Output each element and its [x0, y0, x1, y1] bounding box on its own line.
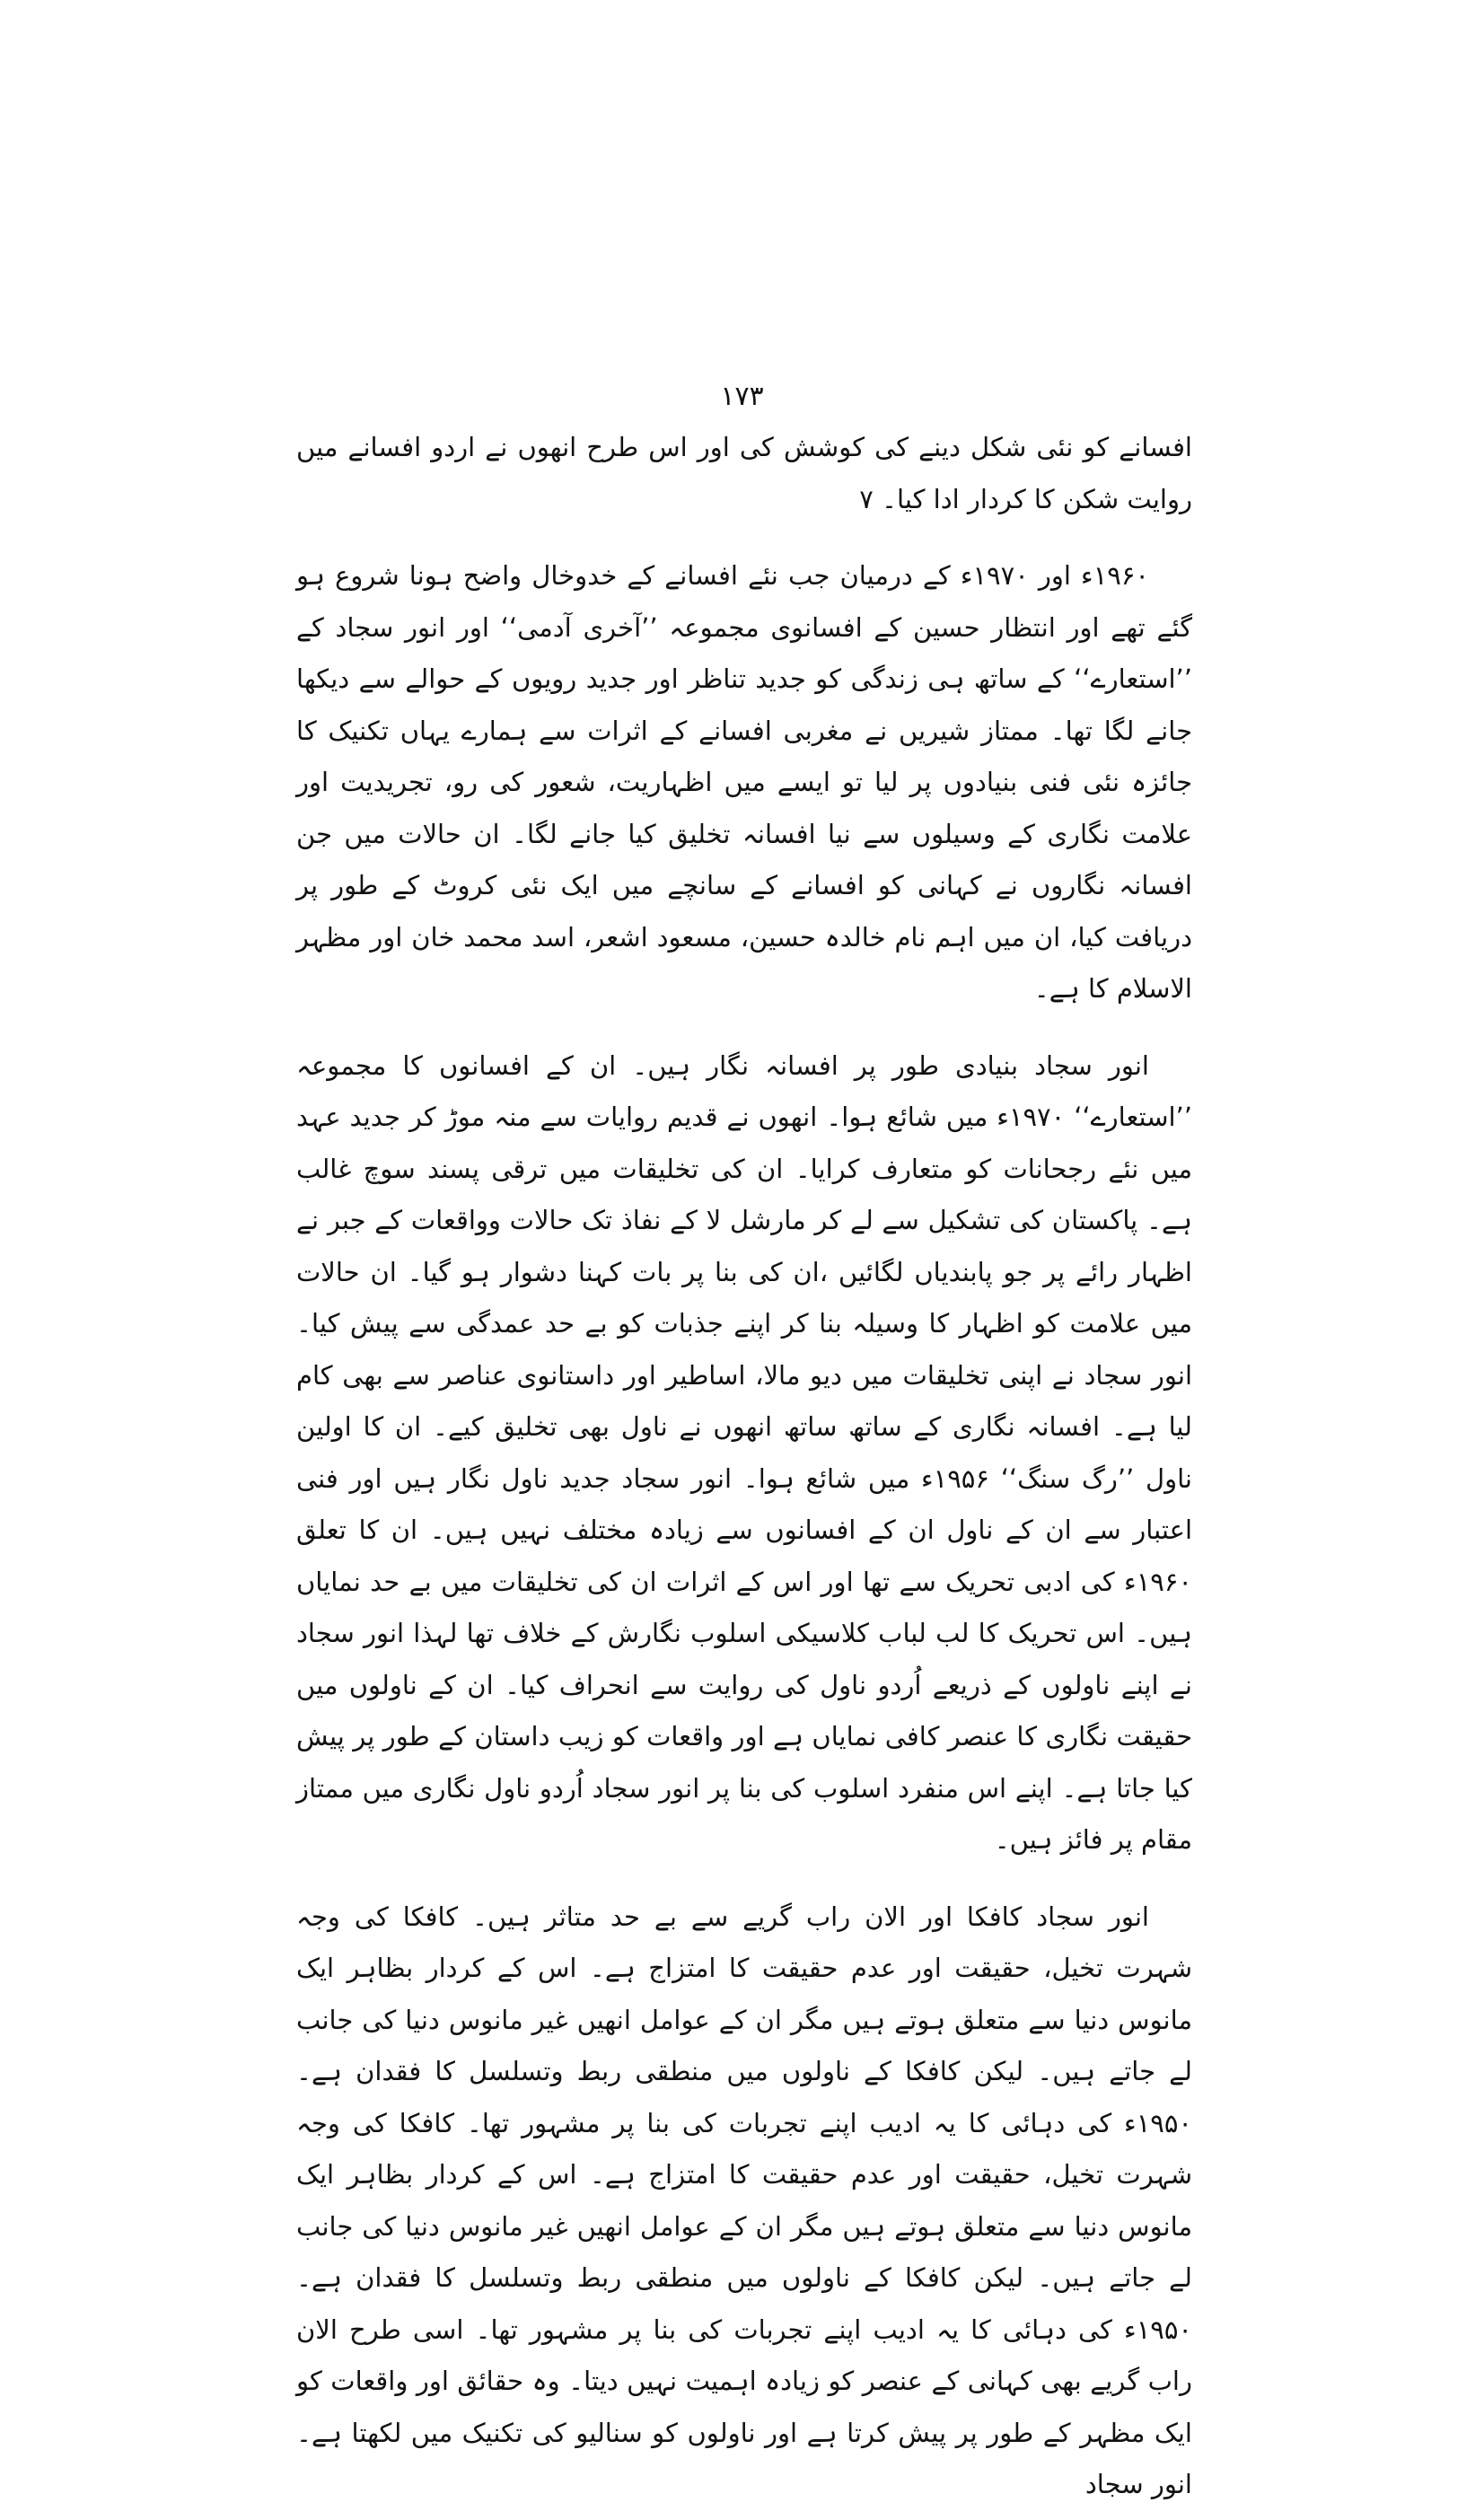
paragraph-anwar-sajjad: انور سجاد بنیادی طور پر افسانہ نگار ہیں۔ ان کے افسانوں کا مجموعہ ’’استعارے‘‘ ۱۹۷۰ء میں شائع ہوا۔ انھوں نے قدیم روایات سے منہ موڑ کر جدید عہد میں نئے رجحانات کو متعارف کرایا۔ ان کی تخلیقات میں ترقی پسند سوچ غالب ہے۔ پاکستان کی تشکیل سے لے کر مارشل لا کے نفاذ تک حالات وواقعات کے جبر نے اظہار رائے پر جو پابندیاں لگائیں ،ان کی بنا پر بات کہنا دشوار ہو گیا۔ ان حالات میں علامت کو اظہار کا وسیلہ بنا کر اپنے جذبات کو بے حد عمدگی سے پیش کیا۔ انور سجاد نے اپنی تخلیقات میں دیو مالا، اساطیر اور داستانوی عناصر سے بھی کام لیا ہے۔ افسانہ نگاری کے ساتھ ساتھ انھوں نے ناول بھی تخلیق کیے۔ ان کا اولین ناول ’’رگ سنگ‘‘ ۱۹۵۶ء میں شائع ہوا۔ انور سجاد جدید ناول نگار ہیں اور فنی اعتبار سے ان کے ناول ان کے افسانوں سے زیادہ مختلف نہیں ہیں۔ ان کا تعلق ۱۹۶۰ء کی ادبی تحریک سے تھا اور اس کے اثرات ان کی تخلیقات میں بے حد نمایاں ہیں۔ اس تحریک کا لب لباب کلاسیکی اسلوب نگارش کے خلاف تھا لہذا انور سجاد نے اپنے ناولوں کے ذریعے اُردو ناول کی روایت سے انحراف کیا۔ ان کے ناولوں میں حقیقت نگاری کا عنصر کافی نمایاں ہے اور واقعات کو زیب داستان کے طور پر پیش کیا جاتا ہے۔ اپنے اس منفرد اسلوب کی بنا پر انور سجاد اُردو ناول نگاری میں ممتاز مقام پر فائز ہیں۔ — [296, 1049, 1192, 1855]
page-number: ۱۷۳ — [720, 381, 764, 412]
paragraph-continuation: افسانے کو نئی شکل دینے کی کوشش کی اور اس طرح انھوں نے اردو افسانے میں روایت شکن کا کردار ادا کیا۔ ۷ — [296, 432, 1192, 514]
paragraph-kafka-influence: انور سجاد کافکا اور الان راب گریے سے بے حد متاثر ہیں۔ کافکا کی وجہ شہرت تخیل، حقیقت اور عدم حقیقت کا امتزاج ہے۔ اس کے کردار بظاہر ایک مانوس دنیا سے متعلق ہوتے ہیں مگر ان کے عوامل انھیں غیر مانوس دنیا کی جانب لے جاتے ہیں۔ لیکن کافکا کے ناولوں میں منطقی ربط وتسلسل کا فقدان ہے۔ ۱۹۵۰ء کی دہائی کا یہ ادیب اپنے تجربات کی بنا پر مشہور تھا۔ کافکا کی وجہ شہرت تخیل، حقیقت اور عدم حقیقت کا امتزاج ہے۔ اس کے کردار بظاہر ایک مانوس دنیا سے متعلق ہوتے ہیں مگر ان کے عوامل انھیں غیر مانوس دنیا کی جانب لے جاتے ہیں۔ لیکن کافکا کے ناولوں میں منطقی ربط وتسلسل کا فقدان ہے۔ ۱۹۵۰ء کی دہائی کا یہ ادیب اپنے تجربات کی بنا پر مشہور تھا۔ اسی طرح الان راب گریے بھی کہانی کے عنصر کو زیادہ اہمیت نہیں دیتا۔ وہ حقائق اور واقعات کو ایک مظہر کے طور پر پیش کرتا ہے اور ناولوں کو سنالیو کی تکنیک میں لکھتا ہے۔ انور سجاد — [296, 1901, 1192, 2499]
paragraph-1960s-fiction: ۱۹۶۰ء اور ۱۹۷۰ء کے درمیان جب نئے افسانے کے خدوخال واضح ہونا شروع ہو گئے تھے اور انتظار حسین کے افسانوی مجموعہ ’’آخری آدمی‘‘ اور انور سجاد کے ’’استعارے‘‘ کے ساتھ ہی زندگی کو جدید تناظر اور جدید رویوں کے حوالے سے دیکھا جانے لگا تھا۔ ممتاز شیریں نے مغربی افسانے کے اثرات سے ہمارے یہاں تکنیک کا جائزہ نئی فنی بنیادوں پر لیا تو ایسے میں اظہاریت، شعور کی رو، تجریدیت اور علامت نگاری کے وسیلوں سے نیا افسانہ تخلیق کیا جانے لگا۔ ان حالات میں جن افسانہ نگاروں نے کہانی کو افسانے کے سانچے میں ایک نئی کروٹ کے طور پر دریافت کیا، ان میں اہم نام خالدہ حسین، مسعود اشعر، اسد محمد خان اور مظہر الاسلام کا ہے۔ — [296, 560, 1192, 1004]
body-text — [296, 422, 1192, 2511]
